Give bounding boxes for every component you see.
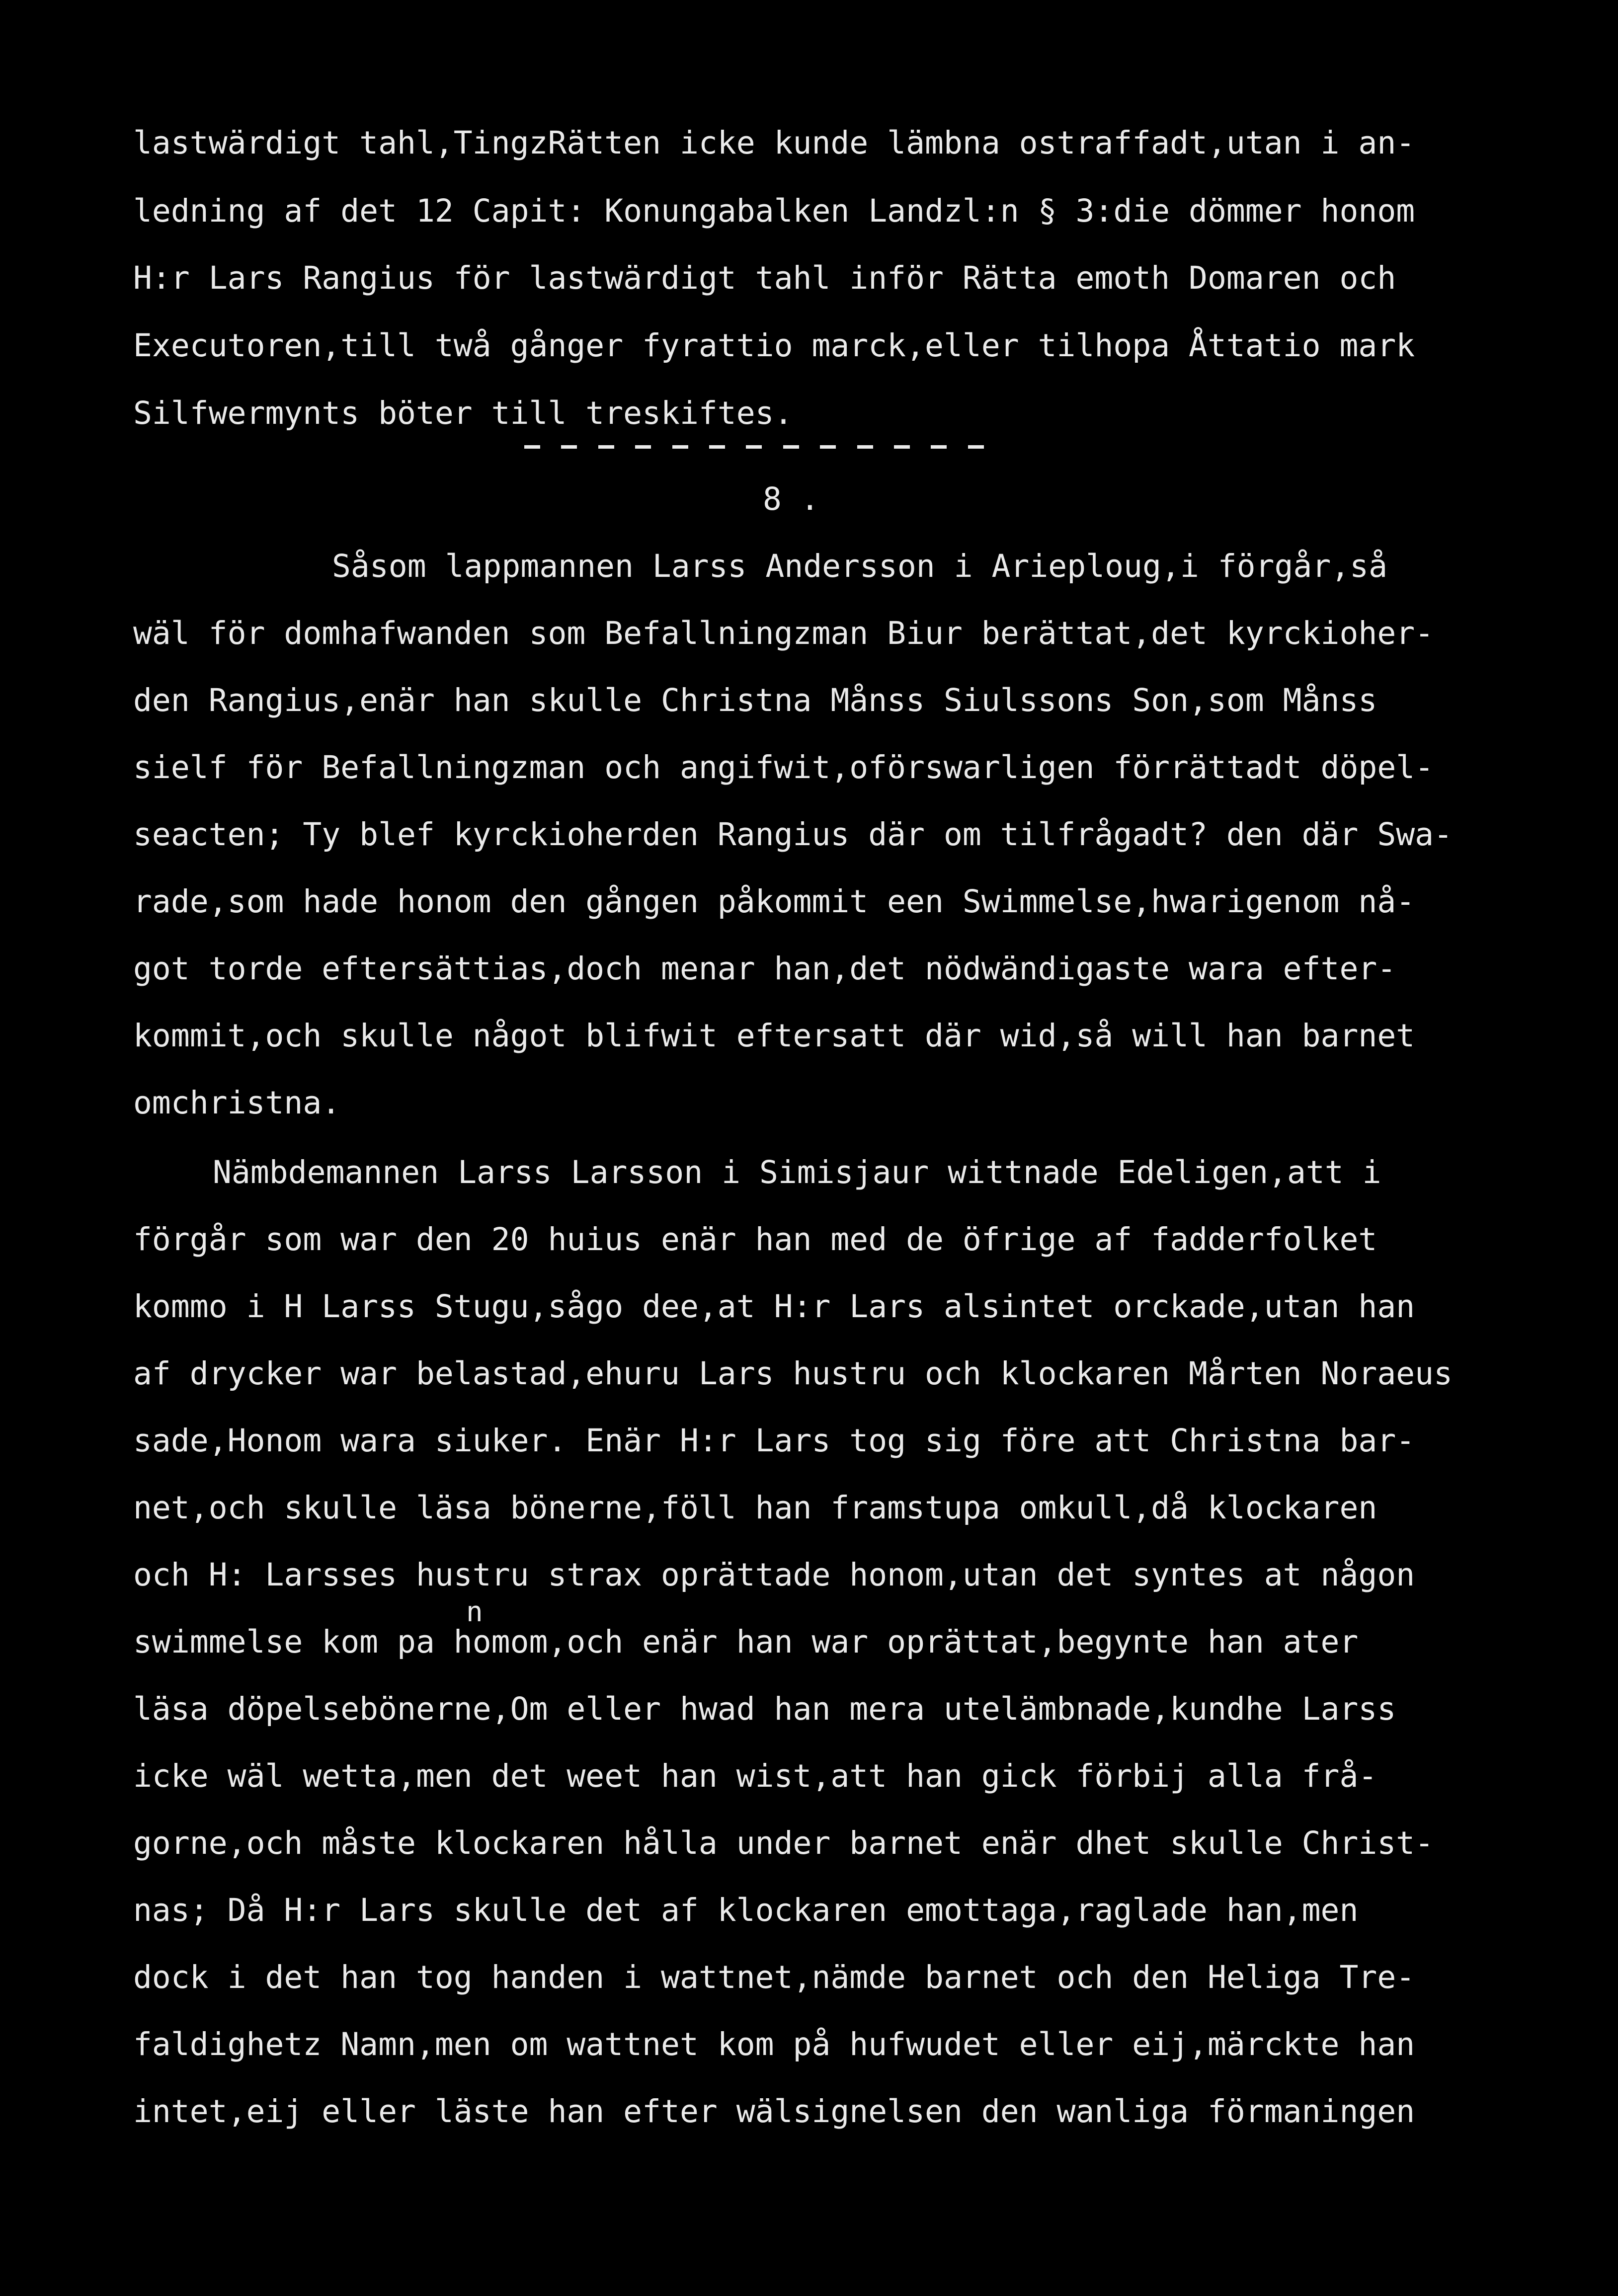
separator-dash — [561, 445, 577, 449]
text-line: net,och skulle läsa bönerne,föll han framstupa omkull,då klockaren — [133, 1490, 1377, 1526]
text-line: och H: Larsses hustru strax oprättade honom,utan det syntes at någon — [133, 1557, 1415, 1593]
text-line: faldighetz Namn,men om wattnet kom på hufwudet eller eij,märckte han — [133, 2026, 1415, 2062]
text-line: lastwärdigt tahl,TingzRätten icke kunde lämbna ostraffadt,utan i an- — [133, 125, 1415, 161]
text-line: nas; Då H:r Lars skulle det af klockaren emottaga,raglade han,men — [133, 1892, 1359, 1928]
separator-dash — [968, 445, 984, 449]
separator-dash — [635, 445, 651, 449]
text-line: wäl för domhafwanden som Befallningzman Biur berättat,det kyrckioher- — [133, 615, 1434, 651]
text-line: sielf för Befallningzman och angifwit,oförswarligen förrättadt döpel- — [133, 749, 1434, 786]
separator-dash — [709, 445, 725, 449]
separator-dash — [746, 445, 762, 449]
separator-dash — [598, 445, 614, 449]
text-line: Såsom lappmannen Larss Andersson i Arieploug,i förgår,så — [332, 548, 1388, 584]
text-line: intet,eij eller läste han efter wälsignelsen den wanliga förmaningen — [133, 2093, 1415, 2130]
text-line: förgår som war den 20 huius enär han med de öfrige af fadderfolket — [133, 1221, 1377, 1258]
text-line: got torde eftersättias,doch menar han,det nödwändigaste wara efter- — [133, 950, 1396, 987]
text-line: rade,som hade honom den gången påkommit een Swimmelse,hwarigenom nå- — [133, 883, 1415, 920]
text-line: icke wäl wetta,men det weet han wist,att han gick förbij alla frå- — [133, 1758, 1377, 1794]
text-line: ledning af det 12 Capit: Konungabalken Landzl:n § 3:die dömmer honom — [133, 193, 1415, 229]
text-line: Nämbdemannen Larss Larsson i Simisjaur wittnade Edeligen,att i — [213, 1154, 1381, 1190]
text-line: omchristna. — [133, 1085, 341, 1121]
separator-dash — [857, 445, 873, 449]
section-separator — [524, 445, 984, 451]
text-line: läsa döpelsebönerne,Om eller hwad han mera utelämbnade,kundhe Larss — [133, 1691, 1396, 1727]
separator-dash — [524, 445, 540, 449]
text-line: swimmelse kom pa homom,och enär han war oprättat,begynte han ater — [133, 1624, 1359, 1660]
text-line: Silfwermynts böter till treskiftes. — [133, 395, 793, 431]
section-number: 8 . — [763, 481, 819, 517]
text-line: kommit,och skulle något blifwit eftersatt där wid,så will han barnet — [133, 1018, 1415, 1054]
text-line: kommo i H Larss Stugu,sågo dee,at H:r Lars alsintet orckade,utan han — [133, 1288, 1415, 1325]
separator-dash — [931, 445, 947, 449]
text-line: H:r Lars Rangius för lastwärdigt tahl inför Rätta emoth Domaren och — [133, 260, 1396, 296]
text-line: sade,Honom wara siuker. Enär H:r Lars tog sig före att Christna bar- — [133, 1423, 1415, 1459]
text-line: af drycker war belastad,ehuru Lars hustru och klockaren Mårten Noraeus — [133, 1355, 1453, 1392]
text-line: seacten; Ty blef kyrckioherden Rangius där om tilfrågadt? den där Swa- — [133, 816, 1453, 853]
text-line: den Rangius,enär han skulle Christna Månss Siulssons Son,som Månss — [133, 682, 1377, 718]
separator-dash — [783, 445, 799, 449]
separator-dash — [672, 445, 688, 449]
text-line: gorne,och måste klockaren hålla under barnet enär dhet skulle Christ- — [133, 1825, 1434, 1861]
text-line: dock i det han tog handen i wattnet,nämde barnet och den Heliga Tre- — [133, 1959, 1415, 1995]
text-line: Executoren,till twå gånger fyrattio marck,eller tilhopa Åttatio mark — [133, 327, 1415, 364]
separator-dash — [894, 445, 910, 449]
separator-dash — [820, 445, 836, 449]
correction-mark: n — [466, 1596, 483, 1628]
